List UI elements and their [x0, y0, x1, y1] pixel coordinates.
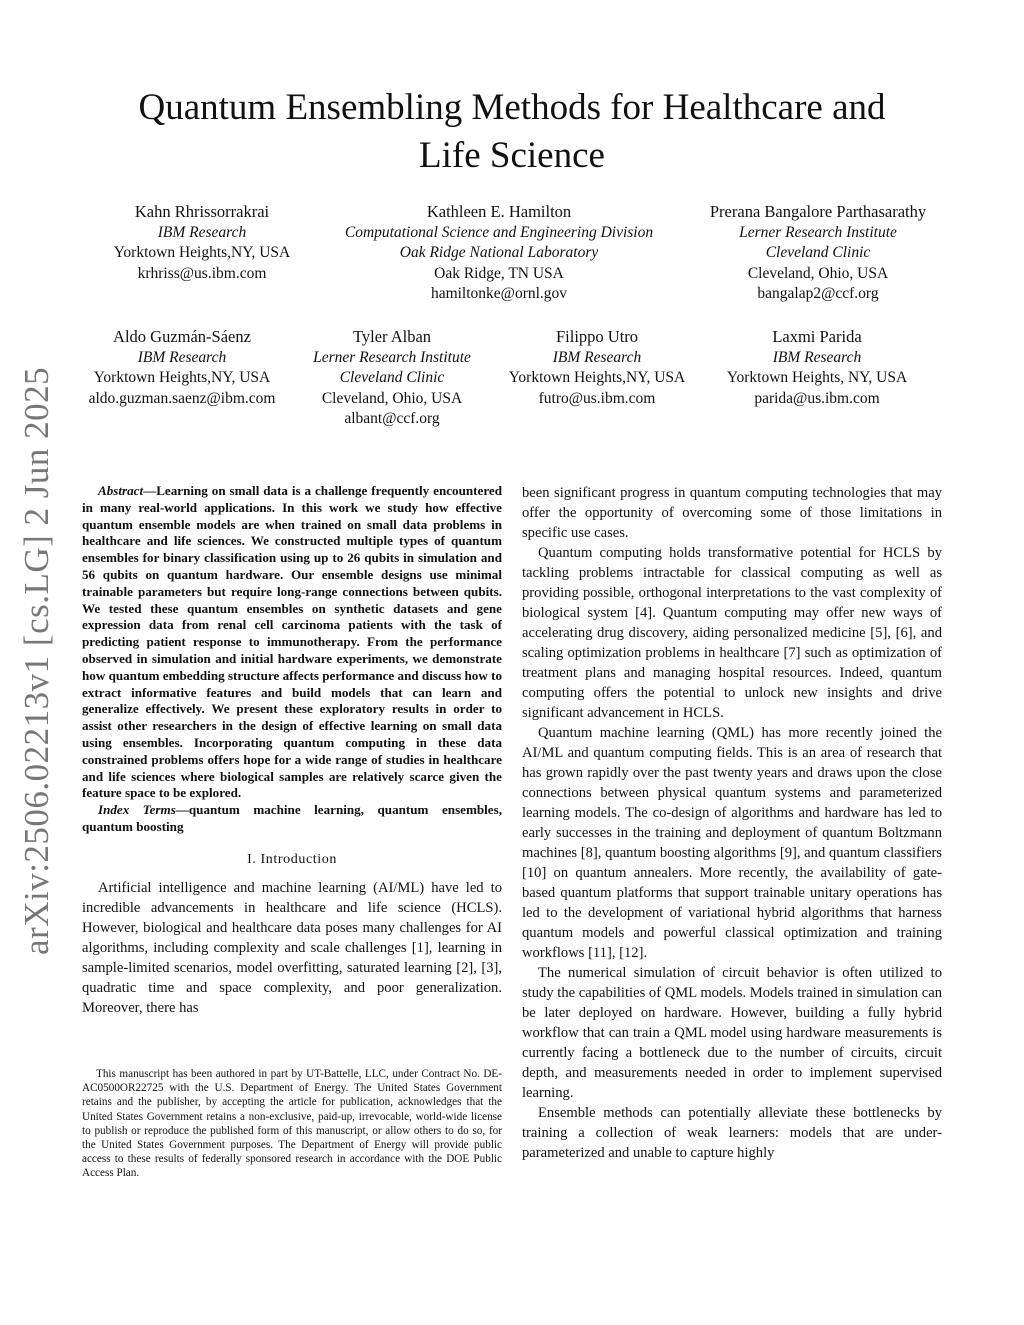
author-block	[92, 202, 312, 284]
author-address: Yorktown Heights,NY, USA	[93, 369, 271, 386]
author-name: Kahn Rhrissorrakrai	[134, 202, 270, 221]
arxiv-identifier: arXiv:2506.02213v1 [cs.LG] 2 Jun 2025	[17, 366, 56, 955]
author-name: Filippo Utro	[555, 327, 639, 346]
paragraph: Quantum computing holds transformative potential for HCLS by tackling problems intractable for classical computing as well as providing possible, orthogonal interpretations to the vast complexity of biological system [4]. Quantum computing may offer new ways of accelerating drug discovery, aiding personalized medicine [5], [6], and scaling optimization problems in healthcare [7] such as optimization of treatment plans and managing hospital resources. Indeed, quantum computing offers the potential to unlock new insights and drive significant advancement in HCLS.	[522, 545, 942, 721]
author-affiliation: IBM Research	[772, 348, 862, 366]
section-heading-introduction: I. Introduction	[247, 851, 337, 867]
author-name: Laxmi Parida	[772, 327, 862, 346]
author-block	[708, 327, 926, 409]
right-column	[522, 483, 942, 1163]
author-address: Yorktown Heights,NY, USA	[508, 369, 686, 386]
author-block	[294, 327, 490, 430]
author-affiliation: IBM Research	[157, 223, 247, 241]
author-address: Cleveland, Ohio, USA	[321, 389, 463, 407]
author-block	[314, 202, 684, 305]
author-name: Kathleen E. Hamilton	[426, 202, 572, 221]
author-affiliation: Lerner Research Institute	[739, 223, 897, 241]
author-affiliation: Oak Ridge National Laboratory	[399, 244, 599, 261]
author-email: parida@us.ibm.com	[754, 389, 880, 407]
footnote: This manuscript has been authored in part by UT-Battelle, LLC, under Contract No. DE-AC0500OR22725 with the U.S. Department of Energy. The United States Government retains and the publisher, by accepting the article for publication, acknowledges that the United States Government retains a non-exclusive, paid-up, irrevocable, world-wide license to publish or reproduce the published form of this manuscript, or allow others to do so, for the United States Government purposes. The Department of Energy will provide public access to these results of federally sponsored research in accordance with the DOE Public Access Plan.	[82, 1068, 502, 1180]
intro-paragraph: Artificial intelligence and machine learning (AI/ML) have led to incredible advancements in healthcare and life science (HCLS). However, biological and healthcare data poses many challenges for AI algorithms, including complexity and scale challenges [1], learning in sample-limited scenarios, model overfitting, saturated learning [2], [3], quadratic time and space complexity, and poor generalization. Moreover, there has	[82, 879, 502, 1016]
paper-title	[60, 84, 964, 180]
author-email: krhriss@us.ibm.com	[137, 264, 267, 282]
paragraph: The numerical simulation of circuit behavior is often utilized to study the capabilities of QML models. Models trained in simulation can be later deployed on hardware. However, building a fully hybrid workflow that can train a QML model using hardware measurements is currently facing a bottleneck due to the number of circuits, circuit depth, and measurements needed in order to implement supervised learning.	[522, 965, 942, 1101]
author-name: Aldo Guzmán-Sáenz	[113, 327, 251, 346]
paragraph: been significant progress in quantum computing technologies that may offer the opportunity of overcoming some of those limitations in specific use cases.	[522, 485, 942, 541]
author-email: albant@ccf.org	[344, 410, 440, 427]
paragraph: Ensemble methods can potentially alleviate these bottlenecks by training a collection of weak learners: models that are under-parameterized and unable to capture highly	[522, 1105, 942, 1161]
abstract-label: Abstract	[98, 483, 144, 498]
author-email: bangalap2@ccf.org	[757, 285, 879, 302]
title-line-2: Life Science	[419, 135, 605, 176]
author-block	[494, 327, 700, 409]
abstract-text: —Learning on small data is a challenge frequently encountered in many real-world applications. In this work we study how effective quantum ensemble models are when trained on small data problems in healthcare and life sciences. We constructed multiple types of quantum ensembles for binary classification using up to 26 qubits in simulation and 56 qubits on quantum hardware. Our ensemble designs use minimal trainable parameters but require long-range connections between qubits. We tested these quantum ensembles on synthetic datasets and gene expression data from renal cell carcinoma patients with the task of predicting patient response to immunotherapy. From the performance observed in simulation and initial hardware experiments, we demonstrate how quantum embedding structure affects performance and discuss how to extract informative features and build models that can learn and generalize effectively. We present these exploratory results in order to assist other researchers in the design of effective learning on small data using ensembles. Incorporating quantum computing in these data constrained problems offers hope for a wide range of studies in healthcare and life sciences where biological samples are relatively scarce given the feature space to be explored.	[82, 483, 502, 801]
author-address: Oak Ridge, TN USA	[434, 264, 564, 282]
author-affiliation: IBM Research	[552, 348, 642, 366]
abstract	[82, 483, 502, 802]
author-affiliation: Cleveland Clinic	[765, 244, 871, 261]
index-terms-text: —quantum machine learning, quantum ensembles, quantum boosting	[82, 802, 502, 834]
author-affiliation: IBM Research	[137, 348, 227, 366]
author-affiliation: Lerner Research Institute	[313, 348, 471, 366]
paragraph: Quantum machine learning (QML) has more recently joined the AI/ML and quantum computing fields. This is an area of research that has grown rapidly over the past twenty years and draws upon the close connections between physical quantum systems and parameterized learning models. The co-design of algorithms and hardware has led to early successes in the training and deployment of quantum Boltzmann machines [8], quantum boosting algorithms [9], and quantum classifiers [10] on quantum annealers. More recently, the availability of gate-based quantum platforms that support trainable unitary operations has led to the development of variational hybrid algorithms that harness quantum models and powerful classical optimization and training workflows [11], [12].	[522, 725, 942, 961]
author-address: Yorktown Heights, NY, USA	[726, 369, 908, 386]
author-name: Tyler Alban	[352, 327, 432, 346]
left-column	[82, 483, 502, 1018]
author-email: hamiltonke@ornl.gov	[430, 285, 568, 302]
author-affiliation: Computational Science and Engineering Division	[344, 223, 654, 241]
title-line-1: Quantum Ensembling Methods for Healthcare and	[138, 87, 886, 128]
author-block	[686, 202, 950, 305]
author-email: futro@us.ibm.com	[538, 389, 656, 407]
author-address: Cleveland, Ohio, USA	[747, 264, 889, 282]
index-terms	[82, 802, 502, 836]
author-block	[72, 327, 292, 409]
author-email: aldo.guzman.saenz@ibm.com	[88, 389, 276, 407]
author-name: Prerana Bangalore Parthasarathy	[709, 202, 927, 221]
author-address: Yorktown Heights,NY, USA	[113, 244, 291, 261]
index-terms-label: Index Terms	[98, 802, 176, 818]
author-affiliation: Cleveland Clinic	[339, 369, 445, 386]
